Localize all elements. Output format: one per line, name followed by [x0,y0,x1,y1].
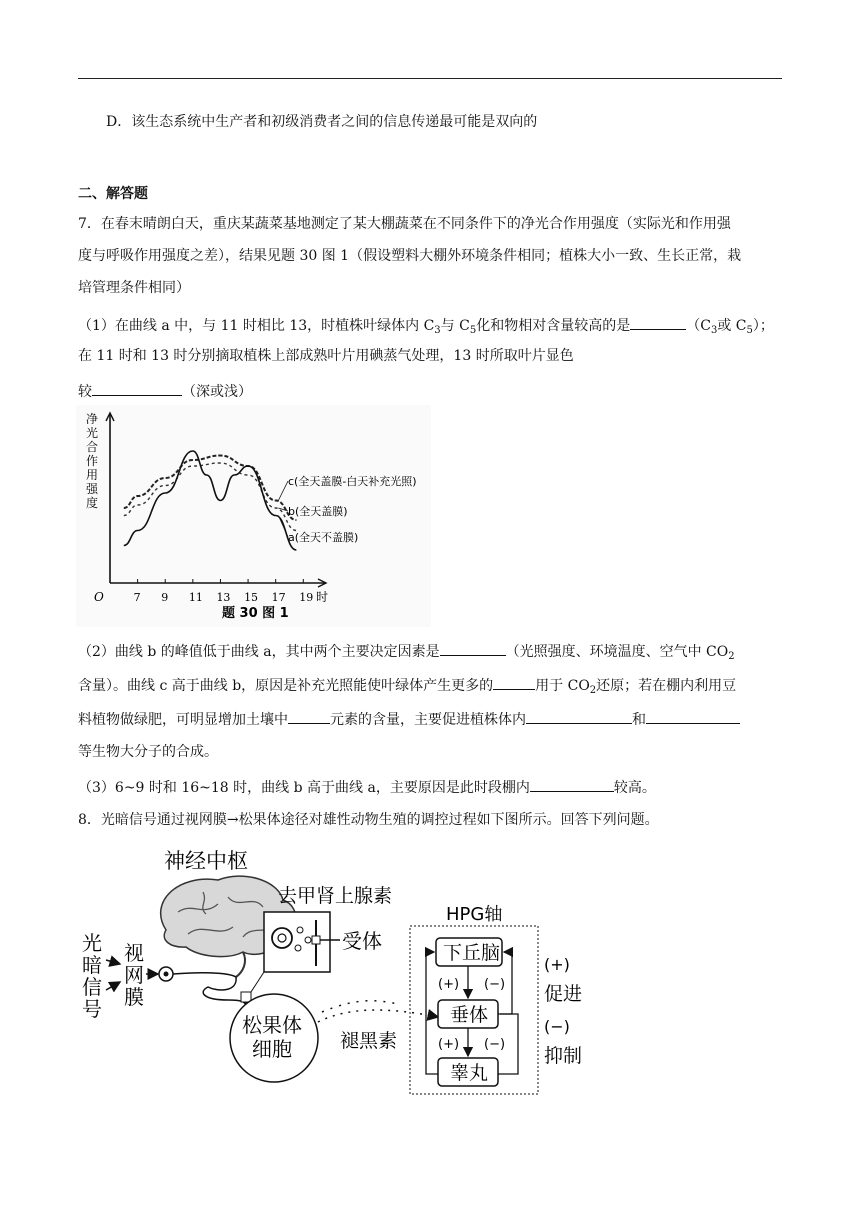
answer-blank[interactable] [288,708,330,724]
q7-part1-line-2: 在 11 时和 13 时分别摘取植株上部成熟叶片用碘蒸气处理，13 时所取叶片显色 [78,348,574,364]
inhibit-sign: (−) [484,1037,506,1052]
net-photosynthesis-chart [76,405,431,627]
pituitary-label: 垂体 [450,1004,489,1026]
answer-blank[interactable] [92,380,182,396]
neural-center-title: 神经中枢 [164,849,248,873]
q7-stem-line-3: 培管理条件相同） [78,280,190,296]
y-axis-label-char: 强 [86,482,99,496]
legend-inhibit: 抑制 [544,1045,583,1067]
q7-part2-line-2 [78,674,786,696]
q7-part1-text-a: （1）在曲线 a 中，与 11 时相比 13，时植株叶绿体内 C [78,318,435,334]
subscript: 3 [710,325,718,336]
origin-label: O [94,590,104,604]
retina-char: 视 [124,941,144,965]
norepinephrine-label: 去甲肾上腺素 [278,885,393,907]
q7-part1-text-f: ）； [752,318,774,334]
x-tick-label: 7 [133,591,141,604]
q7-part2-text-b: （光照强度、环境温度、空气中 CO [505,644,729,660]
q7-stem-line-2: 度与呼吸作用强度之差），结果见题 30 图 1（假设塑料大棚外环境条件相同；植株大小一致、生长正常，栽 [78,248,742,264]
y-axis-label-char: 作 [86,454,99,468]
q7-part2-line-4: 等生物大分子的合成。 [78,744,218,760]
x-tick-label: 9 [161,591,169,604]
q7-part2-line3-b: 元素的含量，主要促进植株体内 [330,712,526,728]
q7-part1-text-e: 或 C [717,318,747,334]
light-signal-char: 号 [82,997,102,1021]
q7-part1-line3-a: 较 [78,384,92,400]
series-line [124,451,297,550]
light-signal-char: 暗 [82,953,102,977]
subscript: 3 [434,325,441,336]
receptor-label: 受体 [342,929,382,953]
subscript: 2 [728,651,735,662]
q7-part3-line [78,776,786,798]
chart-caption: 题 30 图 1 [222,606,289,621]
answer-blank[interactable] [630,314,686,330]
answer-blank[interactable] [526,708,632,724]
y-axis-label-char: 用 [86,468,99,482]
hypothalamus-label: 下丘脑 [443,942,501,964]
q7-part3-text-a: （3）6~9 时和 16~18 时，曲线 b 高于曲线 a，主要原因是此时段棚内 [78,780,530,796]
q7-part2-text-a: （2）曲线 b 的峰值低于曲线 a，其中两个主要决定因素是 [78,644,440,660]
q7-part1-line-1 [78,314,786,336]
promote-sign: (+) [438,1037,460,1052]
series-leader [278,481,288,501]
x-tick-label: 13 [216,591,231,604]
q7-part2-line3-a: 料植物做绿肥，可明显增加土壤中 [78,712,288,728]
melatonin-label: 褪黑素 [340,1030,398,1052]
series-line [124,456,297,521]
series-line [124,463,297,531]
q7-part1-text-d: （C [686,318,711,334]
q7-part2-line-3 [78,708,786,730]
series-label: c(全天盖膜-白天补充光照) [288,475,417,488]
y-axis-label-char: 净 [86,412,99,426]
light-signal-char: 信 [82,975,102,999]
q7-part2-line3-c: 和 [632,712,646,728]
x-tick-label: 15 [244,591,259,604]
inhibit-sign: (−) [484,977,506,992]
q7-part1-text-c: 化和物相对含量较高的是 [476,318,631,334]
answer-blank[interactable] [493,674,535,690]
pineal-label-2: 细胞 [252,1037,292,1061]
answer-blank[interactable] [440,640,506,656]
subscript: 2 [589,685,597,696]
series-leader [278,516,288,538]
answer-blank[interactable] [646,708,740,724]
y-axis-label-char: 度 [86,496,99,510]
q7-part1-line3-b: （深或浅） [182,384,252,400]
q7-part2-line2-a: 含量）。曲线 c 高于曲线 b，原因是补充光照能使叶绿体产生更多的 [78,678,494,694]
y-axis-label-char: 光 [86,426,99,440]
x-tick-label: 11 [188,591,203,604]
series-label: b(全天盖膜) [288,505,348,518]
answer-blank[interactable] [530,776,614,792]
light-signal-char: 光 [82,931,102,955]
q7-part2-line2-b: 用于 CO [535,678,590,694]
testis-label: 睾丸 [450,1062,489,1084]
x-tick-label: 19 [299,591,314,604]
y-axis-label-char: 合 [86,440,99,454]
q7-part3-text-b: 较高。 [613,780,656,796]
series-label: a(全天不盖膜) [288,531,359,544]
q7-part1-text-b: 与 C [440,318,470,334]
subscript: 5 [469,325,477,336]
legend-plus: (+) [544,955,570,974]
q8-stem: 8．光暗信号通过视网膜→松果体途径对雄性动物生殖的调控过程如下图所示。回答下列问题。 [78,812,659,828]
q7-stem-line-1: 7．在春末晴朗白天，重庆某蔬菜基地测定了某大棚蔬菜在不同条件下的净光合作用强度（实际光和作用强 [78,216,731,232]
x-tick-label: 17 [271,591,286,604]
synapse-box [264,912,330,972]
section-title: 二、解答题 [78,186,148,202]
sample-marker [241,992,251,1002]
hpg-title: HPG轴 [446,904,503,925]
subscript: 5 [746,325,753,336]
q7-part1-line-3 [78,380,786,402]
retina-char: 网 [124,963,144,987]
x-axis-label: 时 [316,590,329,604]
retina-char: 膜 [124,985,144,1009]
pineal-label-1: 松果体 [242,1013,302,1037]
legend-promote: 促进 [544,983,583,1005]
option-d: D．该生态系统中生产者和初级消费者之间的信息传递最可能是双向的 [106,114,538,130]
promote-sign: (+) [438,977,460,992]
eye-icon [159,967,173,981]
legend-minus: (−) [544,1017,570,1036]
q7-part2-line-1 [78,640,786,662]
header-rule [78,78,782,79]
q7-part2-line2-c: 还原；若在棚内利用豆 [596,678,737,694]
hpg-axis-diagram [78,842,598,1100]
